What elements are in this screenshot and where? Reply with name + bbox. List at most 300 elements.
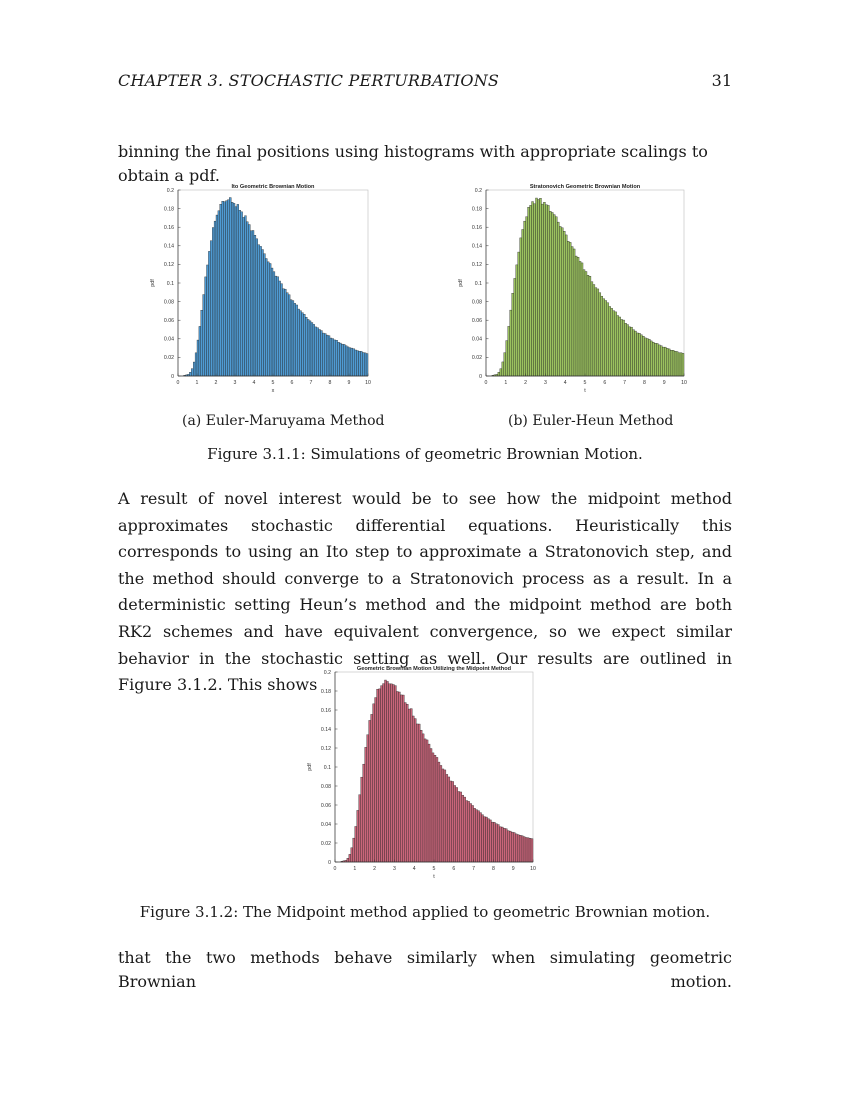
histogram-bar [241, 212, 243, 376]
histogram-bar [581, 263, 583, 376]
chart-title: Stratonovich Geometric Brownian Motion [529, 184, 641, 190]
histogram-bar [502, 362, 504, 376]
histogram-bar [448, 777, 450, 862]
histogram-bar [519, 835, 521, 862]
y-tick-label: 0.02 [320, 840, 331, 847]
histogram-bar [362, 352, 364, 376]
histogram-bar [529, 838, 531, 862]
histogram-bar [539, 198, 541, 376]
histogram-bar [363, 764, 365, 862]
histogram-bar [361, 777, 363, 862]
histogram-bar [633, 330, 635, 376]
histogram-bar [613, 311, 615, 376]
histogram-bar [364, 353, 366, 376]
x-tick-label: 10 [530, 866, 536, 872]
histogram-bar [330, 338, 332, 376]
chart-svg [140, 178, 380, 400]
histogram-bar [214, 221, 216, 376]
x-tick-label: 9 [511, 866, 515, 872]
x-tick-label: 0 [484, 380, 488, 386]
figure-2-caption: Figure 3.1.2: The Midpoint method applied to geometric Brownian motion. [139, 903, 711, 921]
histogram-bar [273, 272, 275, 376]
histogram-bar [355, 350, 357, 376]
histogram-bar [640, 335, 642, 376]
histogram-bar [191, 369, 193, 376]
x-tick-label: 9 [662, 380, 666, 386]
histogram-bar [561, 228, 563, 376]
x-tick-label: 3 [233, 380, 237, 386]
chart-title: Geometric Brownian Motion Utilizing the Midpoint Method [356, 666, 512, 672]
histogram-bar [375, 698, 377, 862]
x-tick-label: 2 [524, 380, 528, 386]
histogram-bar [302, 313, 304, 376]
y-tick-label: 0.18 [471, 206, 482, 213]
histogram-bar [345, 346, 347, 376]
histogram-bar [414, 719, 416, 862]
histogram-bar [422, 734, 424, 862]
y-axis-label: pdf [150, 279, 156, 287]
histogram-bar [536, 198, 538, 376]
histogram-bar [472, 805, 474, 862]
histogram-bar [438, 762, 440, 862]
histogram-bar [495, 824, 497, 862]
histogram-bar [583, 270, 585, 376]
histogram-bar [262, 250, 264, 376]
histogram-bar [267, 262, 269, 376]
subcaption-b: (b) Euler-Heun Method [508, 413, 674, 429]
histogram-bar [607, 303, 609, 376]
histogram-bar [353, 349, 355, 376]
x-tick-label: 10 [365, 380, 371, 386]
x-tick-label: 4 [563, 380, 567, 386]
chart-ito [140, 178, 380, 400]
y-tick-label: 0.12 [471, 262, 482, 269]
histogram-bar [573, 249, 575, 376]
histogram-bar [250, 231, 252, 376]
histogram-bar [239, 210, 241, 376]
x-tick-label: 6 [452, 866, 456, 872]
histogram-bar [292, 301, 294, 376]
histogram-bar [525, 837, 527, 862]
histogram-bar [216, 215, 218, 376]
histogram-bar [412, 716, 414, 862]
x-tick-label: 1 [195, 380, 199, 386]
histogram-bar [444, 770, 446, 862]
histogram-bar [603, 299, 605, 376]
histogram-bar [648, 339, 650, 376]
y-tick-label: 0.02 [163, 355, 174, 362]
histogram-bar [343, 344, 345, 376]
histogram-bar [609, 306, 611, 376]
histogram-bar [557, 222, 559, 376]
histogram-bar [349, 348, 351, 376]
histogram-bar [197, 340, 199, 376]
histogram-bar [436, 757, 438, 862]
histogram-bar [360, 351, 362, 376]
y-tick-label: 0.2 [166, 187, 174, 194]
y-tick-label: 0.1 [474, 280, 482, 287]
histogram-bar [290, 300, 292, 376]
histogram-bar [193, 362, 195, 376]
y-tick-label: 0.06 [320, 802, 331, 809]
histogram-bar [203, 295, 205, 376]
histogram-bar [222, 201, 224, 376]
histogram-bar [326, 335, 328, 376]
x-tick-label: 7 [472, 866, 476, 872]
histogram-bar [456, 787, 458, 862]
y-tick-label: 0.04 [471, 336, 482, 343]
histogram-bar [207, 265, 209, 376]
histogram-bar [248, 225, 250, 376]
histogram-bar [332, 339, 334, 376]
histogram-bar [367, 735, 369, 862]
histogram-bar [599, 293, 601, 376]
y-tick-label: 0.16 [471, 225, 482, 231]
histogram-bar [595, 288, 597, 376]
histogram-bar [545, 205, 547, 376]
histogram-bar [313, 324, 315, 376]
histogram-bar [381, 686, 383, 862]
histogram-bar [388, 684, 390, 862]
histogram-bar [379, 689, 381, 862]
intro-text: binning the final positions using histograms with appropriate scalings to obtain a pdf. [118, 142, 708, 185]
histogram-bar [517, 835, 519, 862]
chart-svg [448, 178, 696, 400]
histogram-bar [336, 340, 338, 376]
x-tick-label: 0 [333, 866, 337, 872]
histogram-bar [269, 264, 271, 376]
histogram-bar [235, 207, 237, 376]
histogram-bar [366, 354, 368, 376]
x-axis-label: x [271, 388, 275, 394]
y-tick-label: 0.04 [320, 821, 331, 828]
histogram-bar [424, 739, 426, 862]
histogram-bar [470, 804, 472, 862]
histogram-bar [201, 310, 203, 376]
histogram-bar [515, 834, 517, 862]
histogram-bar [666, 348, 668, 376]
x-tick-label: 5 [271, 380, 275, 386]
histogram-bar [565, 235, 567, 376]
histogram-bar [383, 684, 385, 862]
histogram-bar [296, 305, 298, 376]
histogram-bar [504, 353, 506, 376]
histogram-bar [466, 801, 468, 862]
y-tick-label: 0.08 [471, 299, 482, 306]
page-header [118, 71, 732, 95]
histogram-bar [530, 205, 532, 376]
histogram-bar [458, 791, 460, 862]
histogram-bar [237, 204, 239, 376]
histogram-bar [629, 327, 631, 376]
histogram-bar [575, 256, 577, 376]
histogram-bar [480, 813, 482, 862]
histogram-bar [442, 769, 444, 862]
histogram-bar [507, 831, 509, 862]
histogram-bar [623, 320, 625, 376]
histogram-bar [218, 211, 220, 376]
histogram-bar [390, 684, 392, 862]
histogram-bar [678, 353, 680, 376]
histogram-bar [347, 858, 349, 862]
histogram-bar [432, 753, 434, 862]
histogram-bar [489, 820, 491, 862]
histogram-bar [265, 259, 267, 376]
histogram-bar [547, 205, 549, 376]
histogram-bar [260, 246, 262, 376]
histogram-bar [621, 319, 623, 376]
histogram-bar [328, 336, 330, 376]
histogram-bar [294, 303, 296, 376]
histogram-bar [569, 242, 571, 376]
histogram-bar [351, 348, 353, 376]
histogram-bar [430, 749, 432, 862]
histogram-bar [563, 231, 565, 376]
histogram-bar [591, 282, 593, 376]
histogram-bar [334, 340, 336, 376]
histogram-bar [371, 714, 373, 862]
histogram-bar [551, 212, 553, 376]
histogram-bar [246, 222, 248, 376]
histogram-bar [347, 347, 349, 376]
histogram-bar [474, 808, 476, 862]
x-tick-label: 10 [681, 380, 687, 386]
histogram-bar [615, 312, 617, 376]
histogram-bar [321, 331, 323, 376]
histogram-bar [426, 740, 428, 862]
histogram-bar [365, 747, 367, 862]
histogram-bar [553, 215, 555, 376]
histogram-bar [510, 310, 512, 376]
histogram-bar [484, 817, 486, 862]
y-tick-label: 0.16 [320, 707, 331, 714]
histogram-bar [398, 692, 400, 862]
histogram-bar [682, 353, 684, 376]
histogram-bar [434, 755, 436, 862]
histogram-bar [491, 822, 493, 862]
histogram-bar [506, 341, 508, 376]
histogram-bar [631, 327, 633, 376]
histogram-bar [497, 825, 499, 862]
histogram-bar [243, 217, 245, 376]
histogram-bar [523, 837, 525, 862]
histogram-bar [511, 832, 513, 862]
histogram-bar [359, 351, 361, 376]
histogram-bar [307, 319, 309, 376]
histogram-bar [493, 822, 495, 862]
histogram-bar [658, 345, 660, 376]
histogram-bar [416, 724, 418, 862]
histogram-bar [680, 353, 682, 376]
y-tick-label: 0.08 [163, 299, 174, 306]
chart-svg [297, 660, 545, 886]
histogram-bar [541, 204, 543, 376]
x-tick-label: 5 [583, 380, 587, 386]
y-tick-label: 0.06 [471, 318, 482, 324]
histogram-bar [482, 815, 484, 862]
histogram-bar [597, 289, 599, 376]
x-tick-label: 3 [543, 380, 547, 386]
histogram-bar [635, 331, 637, 376]
y-tick-label: 0.2 [474, 187, 482, 194]
histogram-bar [674, 351, 676, 376]
histogram-bar [353, 838, 355, 862]
y-tick-label: 0.06 [163, 318, 174, 324]
histogram-bar [505, 829, 507, 862]
histogram-bar [503, 828, 505, 862]
histogram-bar [656, 343, 658, 376]
histogram-bar [298, 309, 300, 376]
histogram-bar [522, 229, 524, 376]
histogram-bar [349, 854, 351, 862]
histogram-bar [286, 293, 288, 376]
histogram-bar [231, 202, 233, 376]
tail-text: that the two methods behave similarly when simulating geometric Brownian motion. [118, 948, 732, 991]
histogram-bar [385, 680, 387, 862]
y-axis-label: pdf [307, 763, 313, 771]
x-tick-label: 8 [328, 380, 332, 386]
y-tick-label: 0 [479, 373, 482, 380]
y-tick-label: 0.14 [471, 243, 482, 250]
histogram-bar [625, 323, 627, 376]
histogram-bar [559, 226, 561, 376]
x-tick-label: 6 [603, 380, 607, 386]
histogram-bar [676, 352, 678, 376]
histogram-bar [338, 342, 340, 376]
histogram-bar [454, 785, 456, 862]
histogram-bar [670, 350, 672, 376]
histogram-bar [514, 278, 516, 376]
chart-title: Ito Geometric Brownian Motion [231, 184, 315, 190]
histogram-bar [518, 252, 520, 376]
histogram-bar [254, 235, 256, 376]
histogram-bar [189, 372, 191, 376]
x-tick-label: 6 [290, 380, 294, 386]
histogram-bar [662, 347, 664, 376]
histogram-bar [288, 295, 290, 376]
histogram-bar [229, 198, 231, 376]
histogram-bar [355, 826, 357, 862]
histogram-bar [210, 241, 212, 376]
x-tick-label: 7 [309, 380, 313, 386]
histogram-bar [226, 201, 228, 376]
histogram-bar [501, 827, 503, 862]
histogram-bar [528, 207, 530, 376]
histogram-bar [499, 827, 501, 862]
histogram-bar [220, 204, 222, 376]
x-axis-label: t [584, 388, 586, 394]
y-tick-label: 0 [328, 859, 331, 866]
histogram-bar [516, 265, 518, 376]
histogram-bar [571, 247, 573, 376]
histogram-bar [264, 254, 266, 376]
y-tick-label: 0.18 [163, 206, 174, 213]
y-tick-label: 0.2 [323, 669, 331, 676]
y-tick-label: 0.08 [320, 783, 331, 790]
histogram-bar [281, 284, 283, 376]
histogram-bar [660, 346, 662, 376]
histogram-bar [531, 839, 533, 862]
histogram-bar [500, 369, 502, 376]
histogram-bar [322, 333, 324, 376]
histogram-bar [446, 774, 448, 862]
histogram-bar [420, 730, 422, 862]
histogram-bar [601, 296, 603, 376]
y-tick-label: 0.12 [163, 262, 174, 269]
x-tick-label: 8 [491, 866, 495, 872]
histogram-bar [357, 810, 359, 862]
histogram-bar [452, 781, 454, 862]
y-tick-label: 0.12 [320, 745, 331, 752]
histogram-bar [369, 720, 371, 862]
histogram-bar [650, 341, 652, 376]
histogram-bar [464, 797, 466, 862]
histogram-bar [652, 342, 654, 376]
histogram-bar [462, 795, 464, 862]
histogram-bar [654, 343, 656, 376]
x-tick-label: 0 [176, 380, 180, 386]
histogram-bar [534, 204, 536, 376]
histogram-bar [577, 257, 579, 376]
histogram-bar [672, 350, 674, 376]
subcaption-a: (a) Euler-Maruyama Method [182, 413, 385, 429]
histogram-bar [509, 831, 511, 862]
y-tick-label: 0.14 [320, 726, 331, 733]
histogram-bar [300, 311, 302, 376]
histogram-bar [532, 202, 534, 376]
x-tick-label: 3 [392, 866, 396, 872]
histogram-bar [527, 838, 529, 862]
x-tick-label: 5 [432, 866, 436, 872]
y-tick-label: 0.02 [471, 355, 482, 362]
x-tick-label: 1 [353, 866, 357, 872]
histogram-bar [284, 289, 286, 376]
histogram-bar [512, 293, 514, 376]
histogram-bar [319, 330, 321, 376]
histogram-bar [275, 276, 277, 376]
histogram-bar [520, 238, 522, 376]
histogram-bar [212, 228, 214, 376]
histogram-bar [617, 316, 619, 376]
figure-1-caption: Figure 3.1.1: Simulations of geometric Brownian Motion. [207, 445, 643, 463]
histogram-bar [351, 848, 353, 862]
histogram-bar [498, 372, 500, 376]
chapter-title: CHAPTER 3. STOCHASTIC PERTURBATIONS [118, 71, 500, 90]
histogram-bar [537, 200, 539, 376]
histogram-bar [283, 289, 285, 376]
histogram-bar [303, 314, 305, 376]
histogram-bar [392, 685, 394, 862]
histogram-bar [233, 203, 235, 376]
histogram-bar [410, 709, 412, 862]
x-axis-label: t [433, 874, 435, 880]
histogram-bar [271, 268, 273, 376]
histogram-bar [340, 343, 342, 376]
histogram-bar [245, 216, 247, 376]
histogram-bar [644, 338, 646, 376]
histogram-bar [311, 323, 313, 376]
histogram-bar [317, 328, 319, 376]
histogram-bar [400, 695, 402, 862]
histogram-bar [252, 230, 254, 376]
y-tick-label: 0.1 [323, 764, 331, 771]
histogram-bar [396, 692, 398, 862]
histogram-bar [642, 336, 644, 376]
histogram-bar [567, 241, 569, 376]
x-tick-label: 7 [623, 380, 627, 386]
histogram-bar [627, 325, 629, 376]
chart-midpoint [297, 660, 545, 886]
